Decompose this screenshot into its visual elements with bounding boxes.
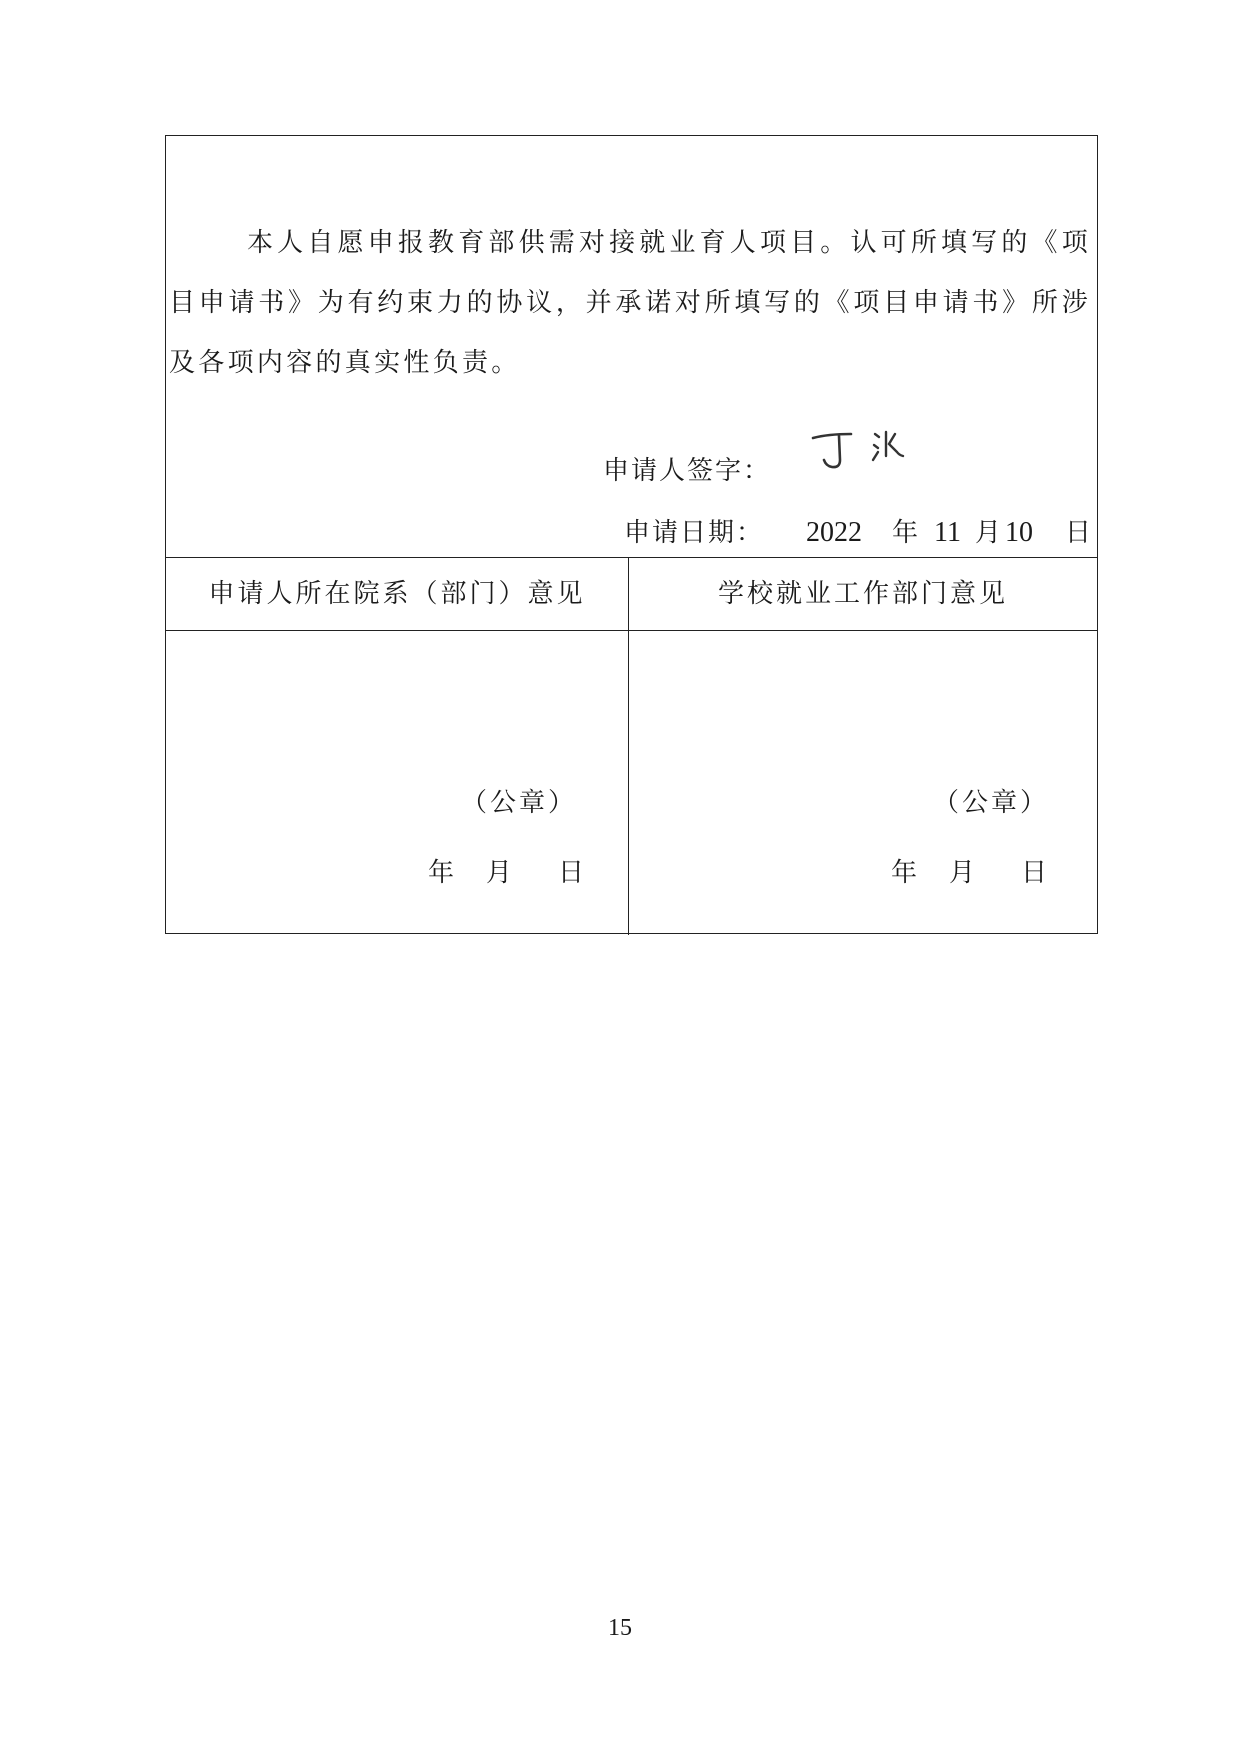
application-form-table bbox=[165, 135, 1098, 934]
page-number: 15 bbox=[608, 1615, 632, 1641]
declaration-text: 本人自愿申报教育部供需对接就业育人项目。认可所填写的《项目申请书》为有约束力的协议，并承诺对所填写的《项目申请书》所涉及各项内容的真实性负责。 bbox=[169, 228, 1091, 378]
date-day: 10 bbox=[1005, 517, 1034, 548]
date-year-unit: 年 bbox=[892, 518, 919, 548]
department-date-month: 月 bbox=[486, 858, 513, 888]
department-seal-label: （公章） bbox=[461, 788, 578, 818]
opinion-header-row bbox=[166, 558, 1097, 631]
date-month: 11 bbox=[934, 517, 961, 548]
date-day-unit: 日 bbox=[1065, 518, 1092, 548]
handwritten-signature bbox=[803, 422, 923, 482]
office-date-month: 月 bbox=[949, 858, 976, 888]
declaration-section bbox=[166, 136, 1097, 558]
application-date bbox=[624, 512, 1091, 549]
office-date-day: 日 bbox=[1021, 858, 1048, 888]
column-divider bbox=[628, 558, 629, 935]
applicant-signature-label: 申请人签字： bbox=[603, 456, 772, 486]
application-date-label: 申请日期： bbox=[624, 518, 765, 548]
department-date-day: 日 bbox=[558, 858, 585, 888]
employment-office-opinion-header: 学校就业工作部门意见 bbox=[717, 579, 1008, 609]
office-date-year: 年 bbox=[891, 858, 918, 888]
date-month-unit: 月 bbox=[975, 518, 1002, 548]
department-date-year: 年 bbox=[428, 858, 455, 888]
department-opinion-header: 申请人所在院系（部门）意见 bbox=[208, 579, 586, 609]
date-year: 2022 bbox=[806, 517, 863, 548]
office-seal-label: （公章） bbox=[933, 788, 1050, 818]
